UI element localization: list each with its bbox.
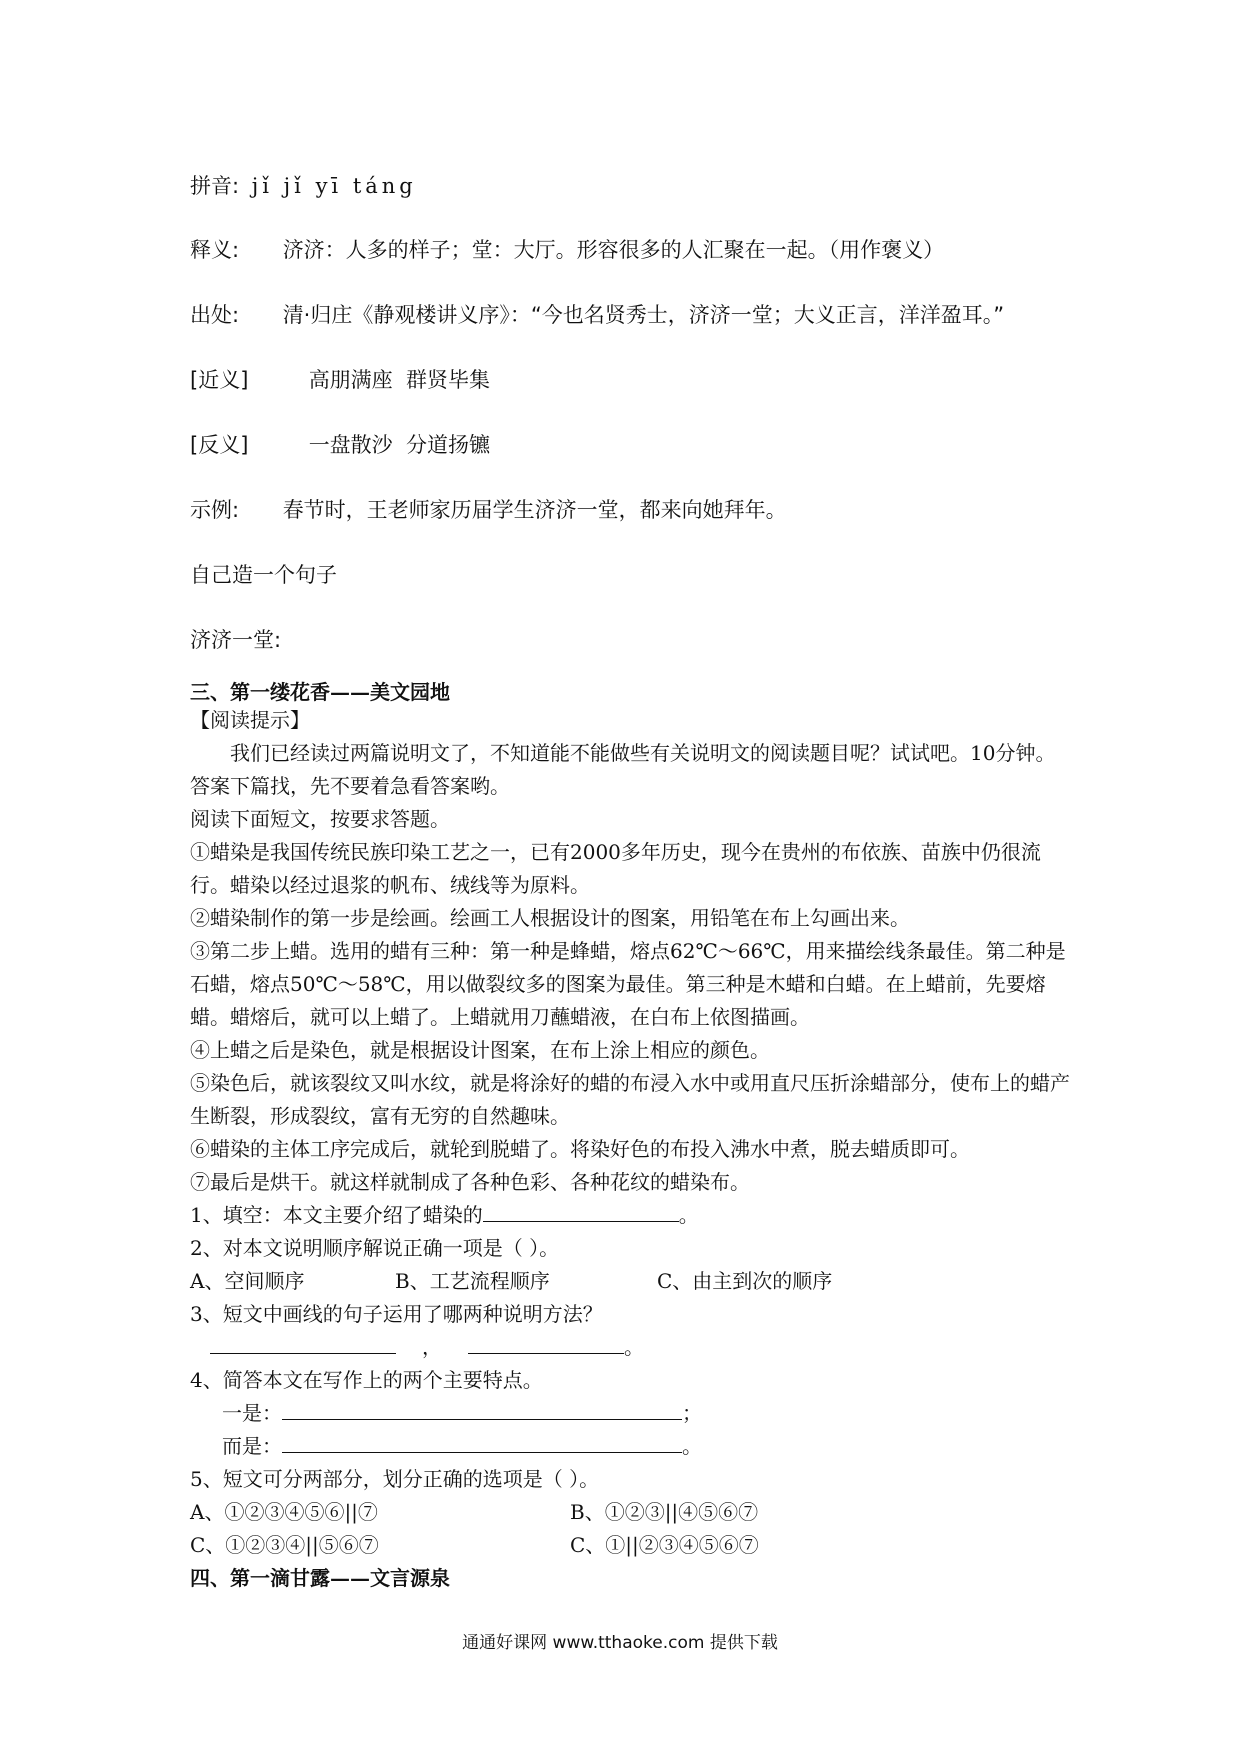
reading-tip-title: 【阅读提示】: [190, 708, 310, 732]
question-3: 3、短文中画线的句子运用了哪两种说明方法？: [190, 1302, 603, 1326]
reading-passage: [190, 704, 1070, 1595]
question-4: 4、简答本文在写作上的两个主要特点。: [190, 1368, 543, 1392]
question-5-option-c[interactable]: C、①②③④||⑤⑥⑦: [190, 1533, 379, 1557]
question-3-answer-blank-2[interactable]: [468, 1331, 624, 1354]
passage-paragraph: ⑦最后是烘干。就这样就制成了各种色彩、各种花纹的蜡染布。: [190, 1170, 750, 1194]
question-3-end: 。: [624, 1335, 644, 1359]
passage-paragraph: ⑤染色后，就该裂纹又叫水纹，就是将涂好的蜡的布浸入水中或用直尺压折涂蜡部分，使布上的蜡产生断裂，形成裂纹，富有无穷的自然趣味。: [190, 1071, 1070, 1128]
question-2-option-b[interactable]: B、工艺流程顺序: [395, 1269, 550, 1293]
example-value: 春节时，王老师家历届学生济济一堂，都来向她拜年。: [282, 498, 787, 522]
reading-instruction: 阅读下面短文，按要求答题。: [190, 807, 450, 831]
antonym-line: [190, 429, 490, 459]
question-5-option-b[interactable]: B、①②③||④⑤⑥⑦: [570, 1500, 759, 1524]
pinyin-value: jǐ jǐ yī táng: [251, 174, 417, 198]
question-4-first: [190, 1397, 1070, 1430]
synonym-label: [近义]: [190, 368, 249, 392]
question-4-second: [190, 1430, 1070, 1463]
example-line: [190, 494, 787, 524]
passage-paragraph: ③第二步上蜡。选用的蜡有三种：第一种是蜂蜡，熔点62℃～66℃，用来描绘线条最佳。第二种是石蜡，熔点50℃～58℃，用以做裂纹多的图案为最佳。第三种是木蜡和白蜡。在上蜡前，先要熔蜡。蜡熔后，就可以上蜡了。上蜡就用刀蘸蜡液，在白布上依图描画。: [190, 939, 1066, 1029]
source-value: 清·归庄《静观楼讲义序》：“今也名贤秀士，济济一堂；大义正言，洋洋盈耳。”: [282, 303, 1005, 327]
synonym-line: [190, 364, 490, 394]
page-footer: 通通好课网 www.tthaoke.com 提供下载: [462, 1633, 778, 1653]
pinyin-line: [190, 170, 417, 200]
question-5: 5、短文可分两部分，划分正确的选项是（ ）。: [190, 1467, 600, 1491]
question-1-end: 。: [678, 1203, 699, 1227]
make-sentence-heading: 自己造一个句子: [190, 563, 337, 587]
question-4-second-label: 而是：: [222, 1434, 282, 1458]
question-4-first-end: ；: [682, 1401, 702, 1425]
meaning-label: 释义:: [190, 238, 240, 262]
question-3-answers: [190, 1331, 1070, 1364]
antonym-label: [反义]: [190, 433, 249, 457]
question-5-options-row-1: [190, 1496, 1070, 1529]
pinyin-label: 拼音:: [190, 174, 240, 198]
question-4-first-blank[interactable]: [282, 1397, 682, 1420]
question-2-option-c[interactable]: C、由主到次的顺序: [657, 1269, 833, 1293]
question-5-options-row-2: [190, 1529, 1070, 1562]
source-line: [190, 299, 1004, 329]
question-5-option-a[interactable]: A、①②③④⑤⑥||⑦: [190, 1500, 378, 1524]
idiom-sentence-prompt: 济济一堂:: [190, 628, 282, 652]
question-4-second-end: 。: [682, 1434, 702, 1458]
question-2: 2、对本文说明顺序解说正确一项是（ ）。: [190, 1236, 560, 1260]
question-3-answer-blank-1[interactable]: [210, 1331, 396, 1354]
question-5-option-d[interactable]: C、①||②③④⑤⑥⑦: [570, 1533, 759, 1557]
synonym-value: 高朋满座 群贤毕集: [308, 368, 491, 392]
section-4-title: 四、第一滴甘露——文言源泉: [190, 1566, 450, 1590]
question-2-option-a[interactable]: A、空间顺序: [190, 1269, 305, 1293]
question-1-text: 1、填空：本文主要介绍了蜡染的: [190, 1203, 483, 1227]
question-4-second-blank[interactable]: [282, 1430, 682, 1453]
passage-paragraph: ②蜡染制作的第一步是绘画。绘画工人根据设计的图案，用铅笔在布上勾画出来。: [190, 906, 910, 930]
question-1: [190, 1199, 1070, 1232]
passage-paragraph: ④上蜡之后是染色，就是根据设计图案，在布上涂上相应的颜色。: [190, 1038, 770, 1062]
passage-paragraph: ①蜡染是我国传统民族印染工艺之一，已有2000多年历史，现今在贵州的布依族、苗族中仍很流行。蜡染以经过退浆的帆布、绒线等为原料。: [190, 840, 1041, 897]
meaning-line: [190, 234, 944, 264]
meaning-value: 济济：人多的样子；堂：大厅。形容很多的人汇聚在一起。（用作褒义）: [282, 238, 945, 262]
example-label: 示例:: [190, 498, 240, 522]
question-2-options: [190, 1265, 1070, 1298]
antonym-value: 一盘散沙 分道扬镳: [308, 433, 491, 457]
question-1-answer-blank[interactable]: [483, 1199, 679, 1222]
reading-tip-text: 我们已经读过两篇说明文了，不知道能不能做些有关说明文的阅读题目呢？试试吧。10分钟。答案下篇找，先不要着急看答案哟。: [190, 741, 1056, 798]
question-3-separator: ，: [422, 1335, 442, 1359]
question-4-first-label: 一是：: [222, 1401, 282, 1425]
section-3-title: 三、第一缕花香——美文园地: [190, 680, 450, 704]
source-label: 出处:: [190, 303, 240, 327]
passage-paragraph: ⑥蜡染的主体工序完成后，就轮到脱蜡了。将染好色的布投入沸水中煮，脱去蜡质即可。: [190, 1137, 970, 1161]
